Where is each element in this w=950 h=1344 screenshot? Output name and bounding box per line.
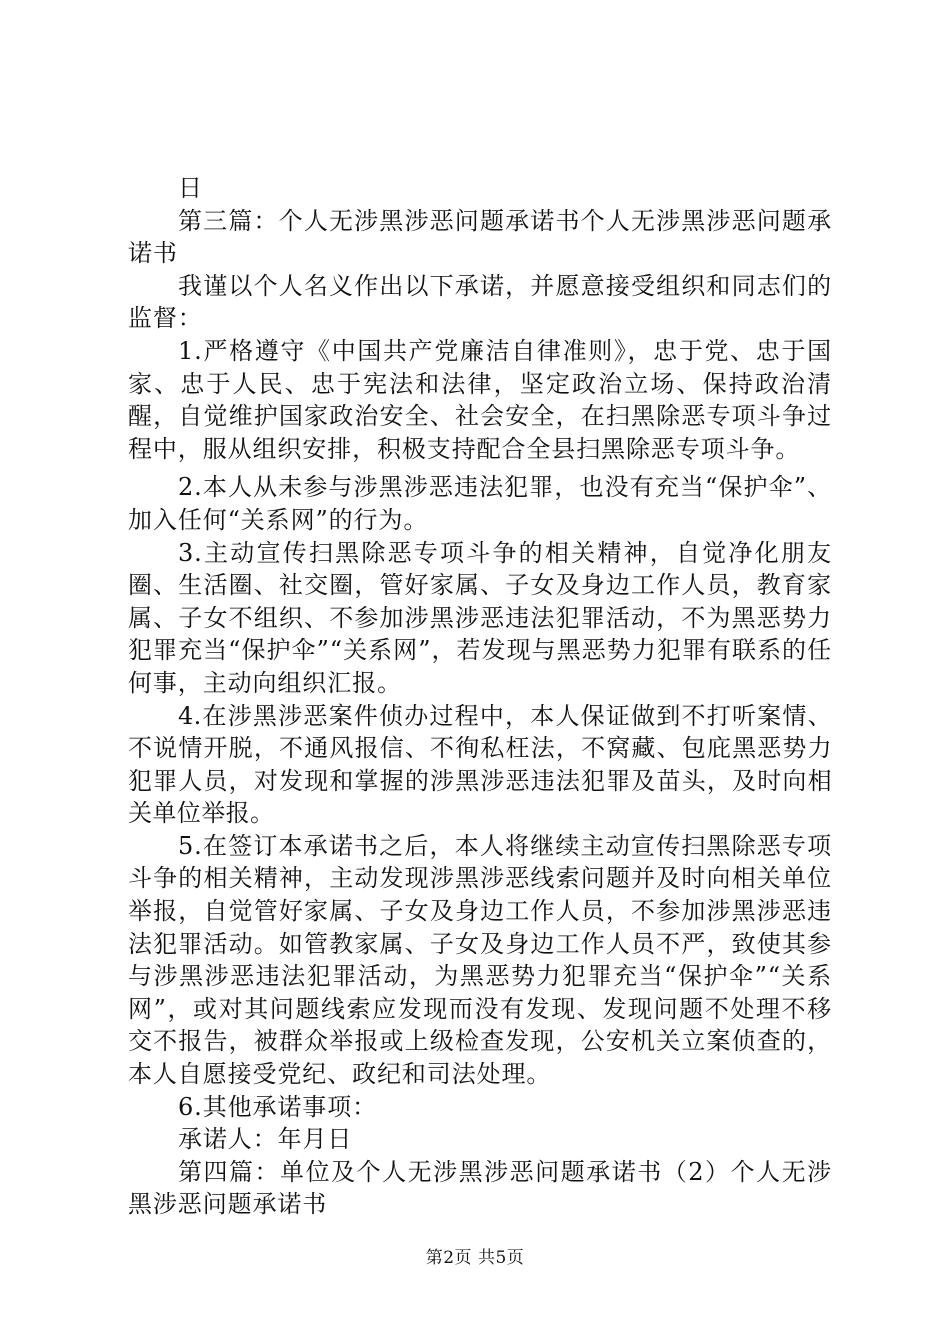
- paragraph-pledge-intro: 我谨以个人名义作出以下承诺，并愿意接受组织和同志们的监督：: [128, 271, 832, 333]
- paragraph-item-1: 1.严格遵守《中国共产党廉洁自律准则》，忠于党、忠于国家、忠于人民、忠于宪法和法律，坚定政治立场、保持政治清醒，自觉维护国家政治安全、社会安全，在扫黑除恶专项斗争过程中，服从组织安排，积极支持配合全县扫黑除恶专项斗争。: [128, 336, 832, 463]
- document-body: [128, 172, 832, 1221]
- paragraph-item-4: 4.在涉黑涉恶案件侦办过程中，本人保证做到不打听案情、不说情开脱，不通风报信、不徇私枉法，不窝藏、包庇黑恶势力犯罪人员，对发现和掌握的涉黑涉恶违法犯罪及苗头，及时向相关单位举报。: [128, 701, 832, 828]
- paragraph-date-fragment: 日: [178, 174, 203, 202]
- paragraph-item-2: 2.本人从未参与涉黑涉恶违法犯罪，也没有充当“保护伞”、加入任何“关系网”的行为。: [128, 473, 832, 534]
- paragraph-signature-line: 承诺人：年月日: [178, 1125, 353, 1154]
- page-indicator: 第2页 共5页: [425, 1248, 525, 1268]
- page-footer: [0, 1243, 950, 1268]
- paragraph-section-four-title: 第四篇：单位及个人无涉黑涉恶问题承诺书（2）个人无涉黑涉恶问题承诺书: [128, 1157, 832, 1219]
- paragraph-item-3: 3.主动宣传扫黑除恶专项斗争的相关精神，自觉净化朋友圈、生活圈、社交圈，管好家属、子女及身边工作人员，教育家属、子女不组织、不参加涉黑涉恶违法犯罪活动，不为黑恶势力犯罪充当“保护伞”“关系网”，若发现与黑恶势力犯罪有联系的任何事，主动向组织汇报。: [128, 538, 832, 697]
- paragraph-item-5: 5.在签订本承诺书之后，本人将继续主动宣传扫黑除恶专项斗争的相关精神，主动发现涉黑涉恶线索问题并及时向相关单位举报，自觉管好家属、子女及身边工作人员，不参加涉黑涉恶违法犯罪活动。如管教家属、子女及身边工作人员不严，致使其参与涉黑涉恶违法犯罪活动，为黑恶势力犯罪充当“保护伞”“关系网”，或对其问题线索应发现而没有发现、发现问题不处理不移交不报告，被群众举报或上级检查发现，公安机关立案侦查的，本人自愿接受党纪、政纪和司法处理。: [128, 831, 832, 1089]
- paragraph-section-three-title: 第三篇：个人无涉黑涉恶问题承诺书个人无涉黑涉恶问题承诺书: [128, 206, 832, 268]
- paragraph-item-6: 6.其他承诺事项：: [178, 1092, 377, 1121]
